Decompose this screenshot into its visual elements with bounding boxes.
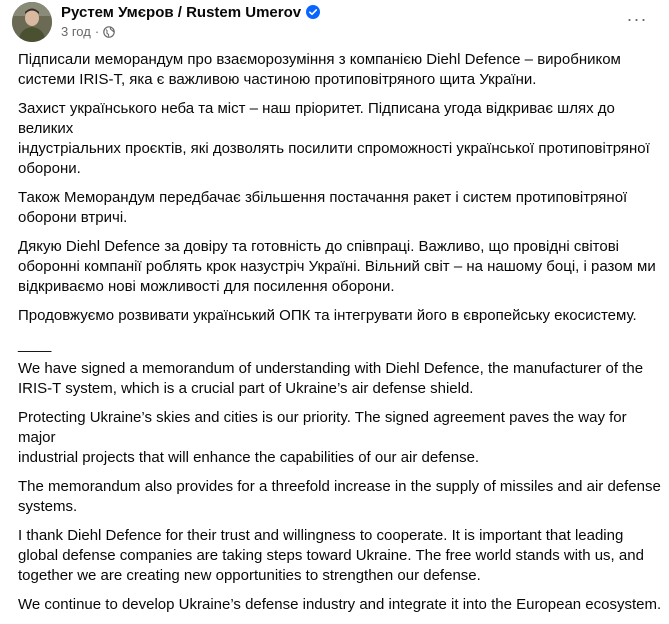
verified-badge-icon <box>306 5 320 25</box>
post-paragraph: Підписали меморандум про взаєморозуміння з компанією Diehl Defence – виробником системи IRIS-T, яка є важливою частиною протиповітряного щита України. <box>18 51 621 88</box>
post-body <box>18 50 663 624</box>
post-paragraph: We have signed a memorandum of understanding with Diehl Defence, the manufacturer of the IRIS-T system, which is a crucial part of Ukraine’s air defense shield. <box>18 360 644 397</box>
more-options-button[interactable] <box>619 4 655 40</box>
post-paragraph: Protecting Ukraine’s skies and cities is our priority. The signed agreement paves the way for major industrial projects that will enhance the capabilities of our air defense. <box>18 409 627 466</box>
post-timestamp[interactable]: 3 год <box>61 24 91 39</box>
more-options-icon: ··· <box>626 9 648 29</box>
post-meta <box>61 24 115 42</box>
post-paragraph: Також Меморандум передбачає збільшення постачання ракет і систем протиповітряної оборони втричі. <box>18 189 628 226</box>
post-paragraph: We continue to develop Ukraine’s defense industry and integrate it into the European ecosystem. <box>18 596 662 613</box>
post-paragraph: Захист українського неба та міст – наш пріоритет. Підписана угода відкриває шлях до великих індустріальних проєктів, які дозволять посилити спроможності української протиповітряної оборони. <box>18 100 650 177</box>
post-paragraph: The memorandum also provides for a threefold increase in the supply of missiles and air defense systems. <box>18 478 661 515</box>
post-paragraph: Дякую Diehl Defence за довіру та готовність до співпраці. Важливо, що провідні світові оборонні компанії роблять крок назустріч Україні. Вільний світ – на нашому боці, і разом ми відкриваємо нові можливості для посилення оборони. <box>18 238 656 295</box>
author-name-text[interactable]: Рустем Умєров / Rustem Umerov <box>61 4 302 21</box>
post-paragraph: Продовжуємо розвивати український ОПК та інтегрувати його в європейську екосистему. <box>18 307 637 324</box>
language-separator: ____ <box>18 336 52 353</box>
author-name[interactable] <box>61 3 320 25</box>
post-header <box>12 2 657 42</box>
avatar[interactable] <box>12 2 52 42</box>
globe-icon <box>103 26 115 42</box>
post-paragraph: I thank Diehl Defence for their trust and willingness to cooperate. It is important that leading global defense companies are taking steps toward Ukraine. The free world stands with us, and together we are creating new opportunities to strengthen our defense. <box>18 527 644 584</box>
meta-separator: · <box>94 24 100 39</box>
